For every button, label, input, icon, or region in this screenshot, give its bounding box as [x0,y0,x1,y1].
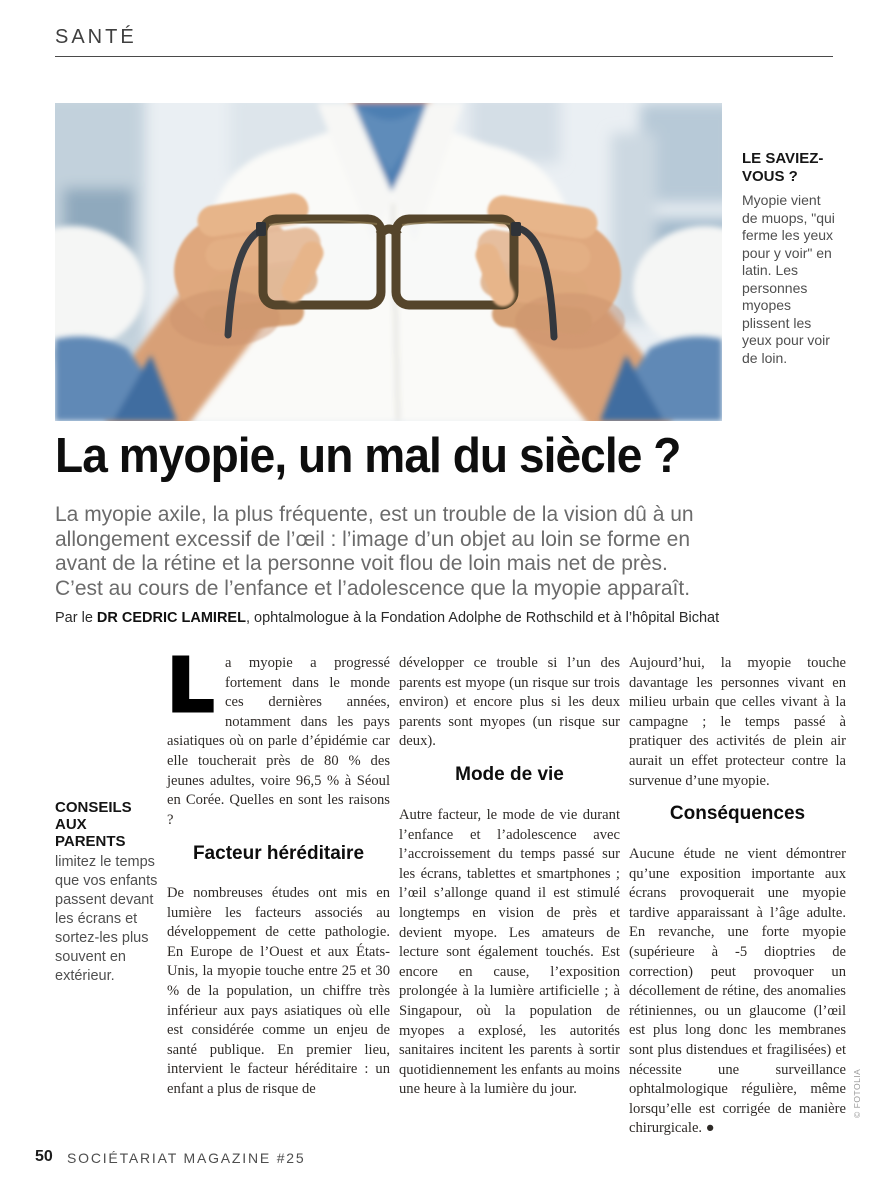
did-you-know-text: Myopie vient de muops, "qui ferme les yeux pour y voir" en latin. Les personnes myopes plissent les yeux pour voir de loin. [742,192,835,366]
page-number: 50 [35,1148,53,1165]
section-label: SANTÉ [55,26,137,48]
column3-paragraph2: Aucune étude ne vient démontrer qu’une exposition importante aux écrans provoquerait une myopie tardive apparaissant à l’âge adulte. En revanche, une forte myopie (supérieure à -5 dioptries de correction) peut provoquer un décollement de rétine, des anomalies rétiniennes, ou un glaucome (l’œil est plus long donc les membranes sont plus distendues et fragilisées) et nécessite une surveillance ophtalmologique régulière, même lorsqu’elle est corrigée de manière chirurgicale. ● [629,846,846,1137]
heading-consequences: Conséquences [669,803,806,824]
doctor-photo [55,103,722,421]
left-lens [263,219,381,305]
drop-cap: L [167,643,215,729]
column1-paragraph1-text: a myopie a progressé fortement dans le monde ces dernières années, notamment dans les pays asiatiques où on parle d’épidémie car elle toucherait près de 80 % des jeunes adultes, voire 96,5 % à Séoul en Corée. Quelles en sont les raisons ? [167,655,390,828]
article-title: La myopie, un mal du siècle ? [55,429,681,483]
did-you-know-box [742,150,839,367]
column2-paragraph1: développer ce trouble si l’un des parents est myope (un risque sur trois environ) et encore plus si les deux parents sont myopes (un risque sur deux). [399,655,620,750]
did-you-know-title: LE SAVIEZ-VOUS ? [742,150,824,185]
parents-advice-box [55,799,158,986]
byline-prefix: Par le [55,610,97,626]
photo-credit: © FOTOLIA [852,1068,862,1118]
magazine-name: SOCIÉTARIAT MAGAZINE #25 [67,1150,306,1166]
parents-advice-title: CONSEILS AUX PARENTS [55,799,132,850]
article-lead: La myopie axile, la plus fréquente, est un trouble de la vision dû à un allongement excessif de l’œil : l’image d’un objet au loin se forme en avant de la rétine et la personne voit flou de loin mais net de près. C’est au cours de l’enfance et l’adolescence que la myopie apparaît. [55,503,694,600]
column3-paragraph1: Aujourd’hui, la myopie touche davantage les personnes vivant en milieu urbain que celles vivant à la campagne ; le temps passé à pratiquer des activités de plein air aurait un effet protecteur contre la survenue d’une myopie. [629,655,846,789]
heading-facteur-hereditaire: Facteur héréditaire [192,843,365,864]
byline-author: DR CEDRIC LAMIREL [96,610,246,626]
column2-paragraph2: Autre facteur, le mode de vie durant l’enfance et l’adolescence avec l’accroissement du temps passé sur les écrans, tablettes et smartphones ; l’œil s’allonge quand il est stimulé longtemps en vision de près et devient myope. Les amateurs de lecture sont également touchés. Est encore en cause, l’exposition prolongée à la lumière artificielle ; à Singapour, où la population de myopes a explosé, les autorités sanitaires incitent les parents à sortir quotidiennement les enfants au moins une heure à la lumière du jour. [399,807,620,1098]
byline-suffix: , ophtalmologue à la Fondation Adolphe de Rothschild et à l’hôpital Bichat [245,610,720,626]
parents-advice-text: limitez le temps que vos enfants passent devant les écrans et sortez-les plus souvent en extérieur. [55,854,158,984]
byline [55,610,775,626]
column1-paragraph1 [167,643,390,830]
column1-paragraph2: De nombreuses études ont mis en lumière les facteurs associés au développement de cette pathologie. En Europe de l’Ouest et aux États-Unis, la myopie touche entre 25 et 30 % de la population, un chiffre très inférieur aux pays asiatiques où elle est considérée comme un enjeu de santé publique. En premier lieu, intervient le facteur héréditaire : un enfant a plus de risque de [167,885,390,1097]
section-header [55,26,833,57]
heading-mode-de-vie: Mode de vie [455,764,564,785]
